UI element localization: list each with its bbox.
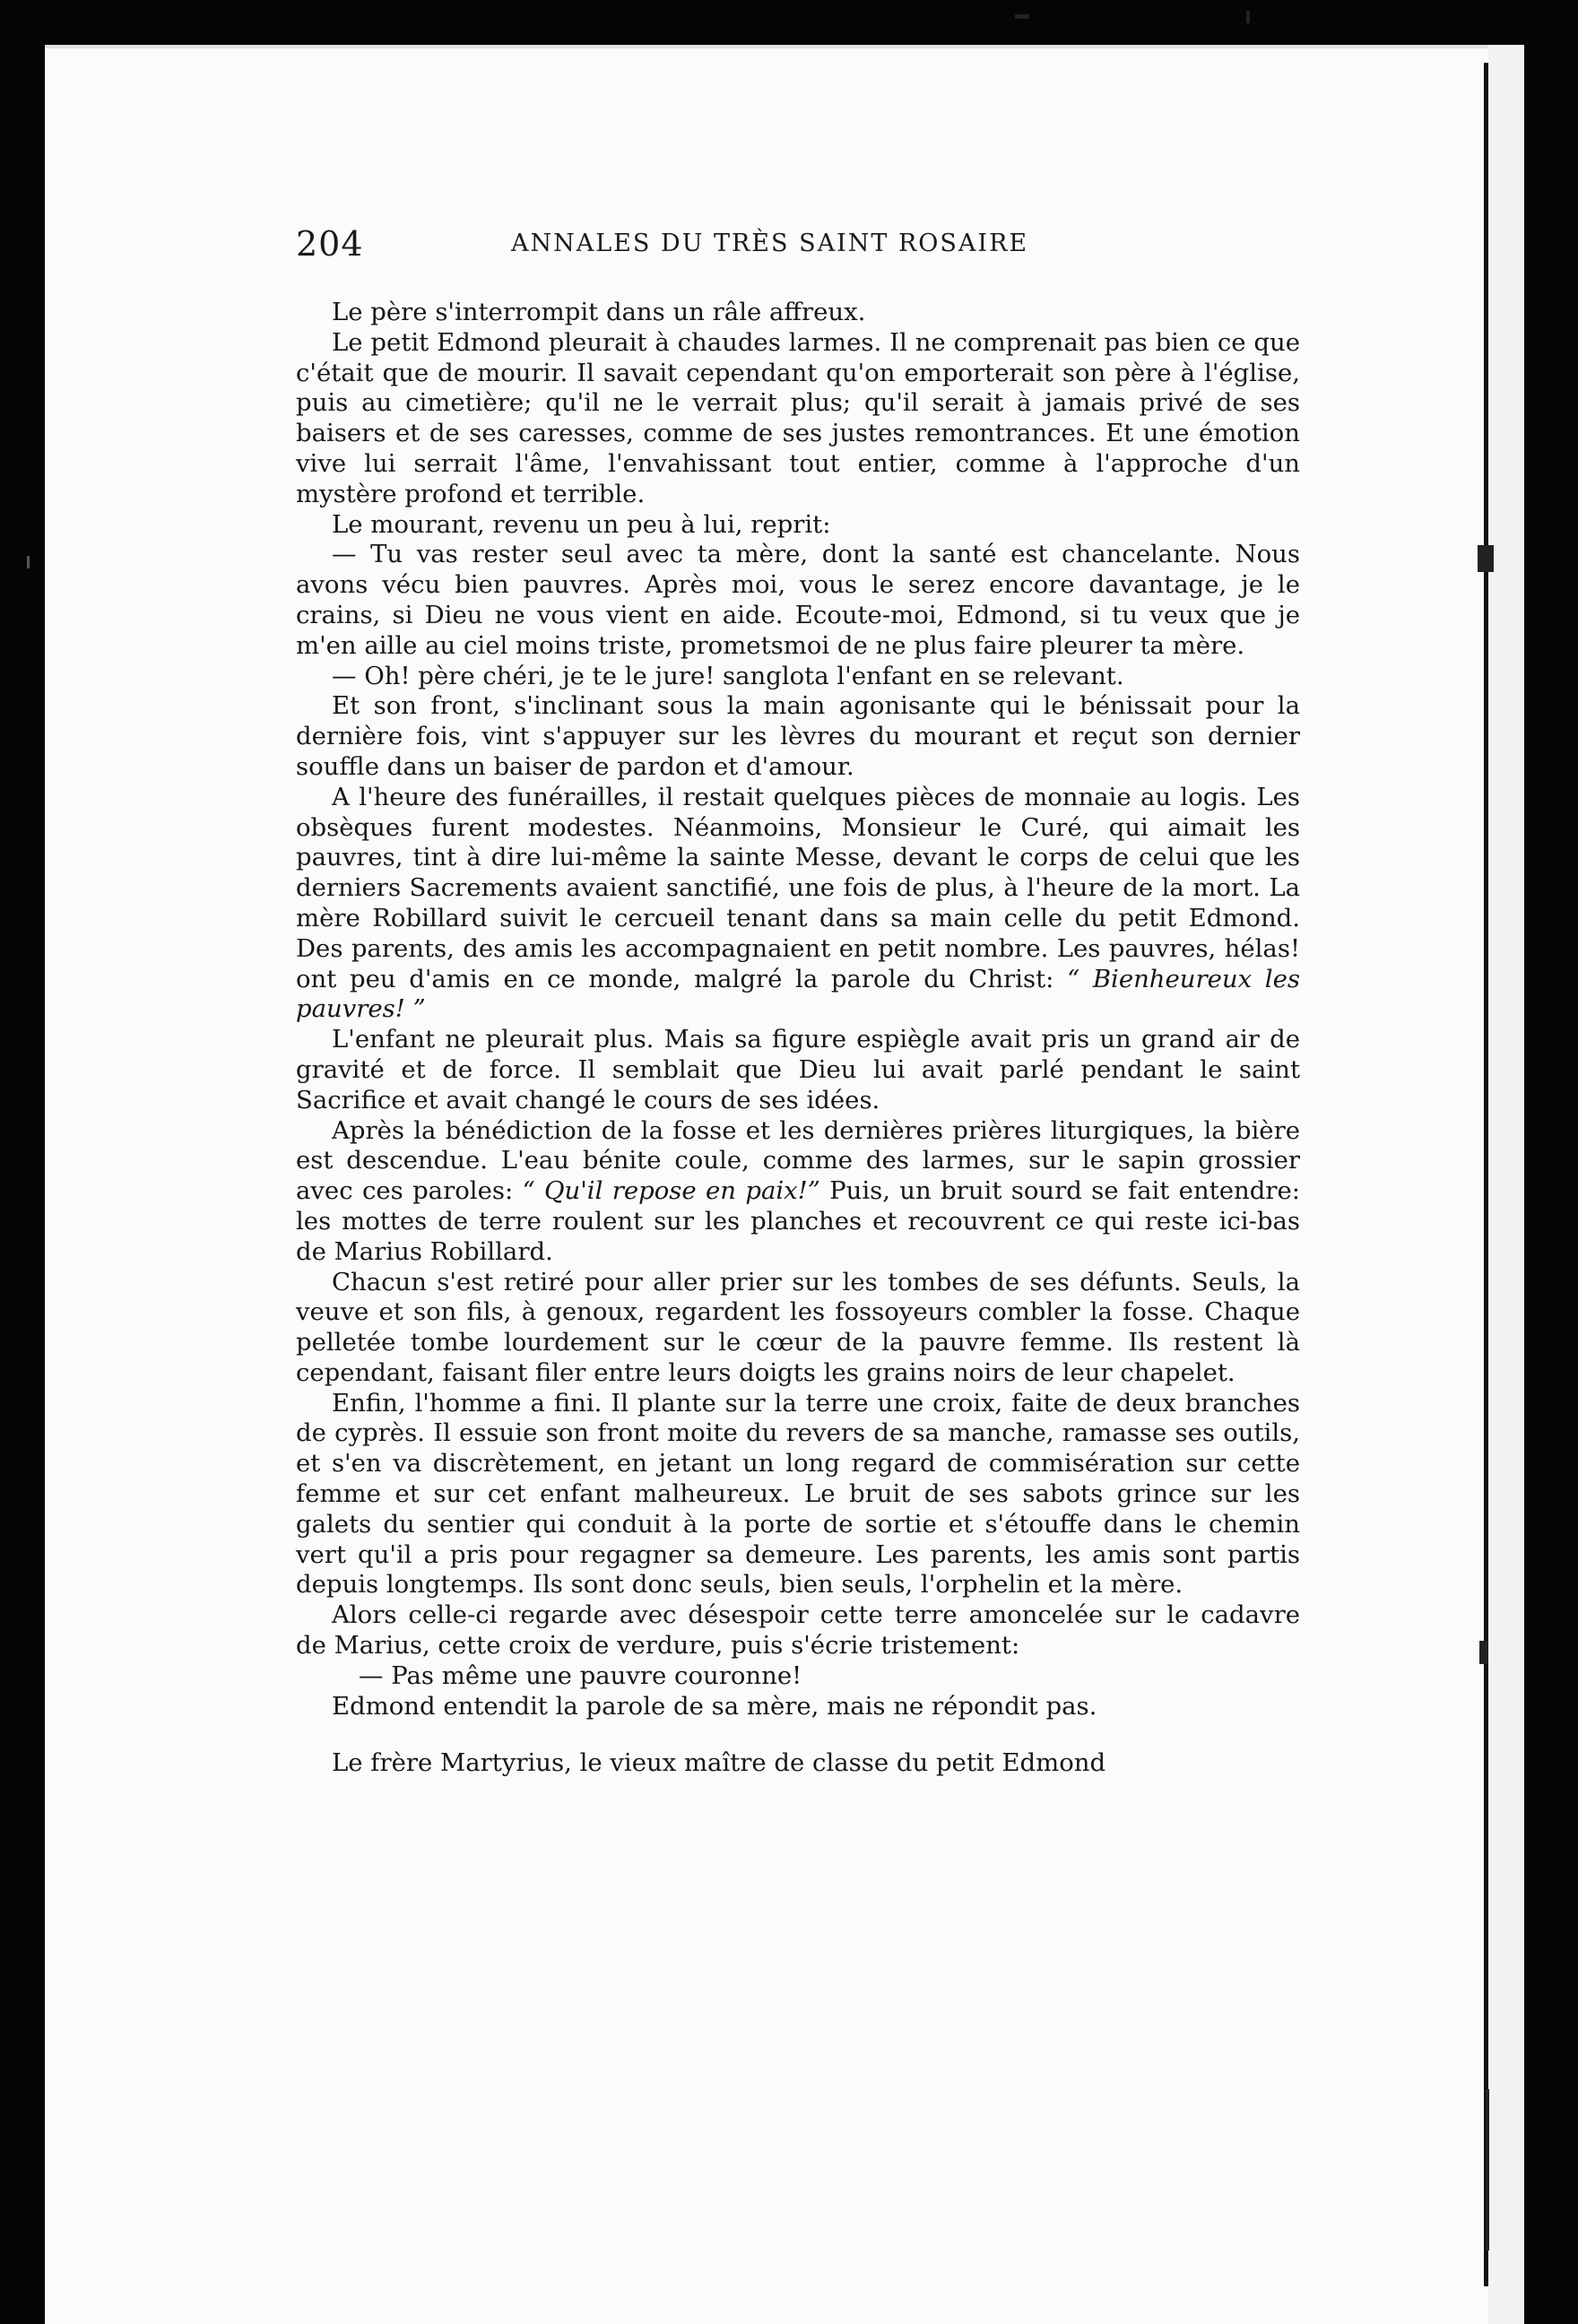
quotation: “ Qu'il repose en paix!” xyxy=(522,1176,820,1206)
scan-mark-top xyxy=(1015,14,1029,19)
paragraph xyxy=(296,1116,1300,1268)
paragraph: Et son front, s'inclinant sous la main agonisante qui le bénissait pour la dernière fois, vint s'appuyer sur les lèvres du mourant et reçut son dernier souffle dans un baiser de pardon et d'amour. xyxy=(296,691,1300,781)
paragraph-text: Puis, un bruit sourd se fait entendre: les mottes de terre roulent sur les planches et recouvrent ce qui reste ici-bas de Marius Robillard. xyxy=(296,1176,1300,1266)
paragraph: Alors celle-ci regarde avec désespoir cette terre amoncelée sur le cadavre de Marius, cette croix de verdure, puis s'écrie tristement: xyxy=(296,1600,1300,1661)
quotation: “ Bienheureux les pauvres! ” xyxy=(296,964,1300,1024)
dialogue-line: — Tu vas rester seul avec ta mère, dont la santé est chancelante. Nous avons vécu bien pauvres. Après moi, vous le serez encore davantage, je le crains, si Dieu ne vous vient en aide. Ecoute-moi, Edmond, si tu veux que je m'en aille au ciel moins triste, prometsmoi de ne plus faire pleurer ta mère. xyxy=(296,540,1300,660)
dialogue-line: — Oh! père chéri, je te le jure! sanglota l'enfant en se relevant. xyxy=(332,661,1124,690)
paragraph: Le mourant, revenu un peu à lui, reprit: xyxy=(332,509,831,539)
paragraph: Le petit Edmond pleurait à chaudes larmes. Il ne comprenait pas bien ce que c'était que de mourir. Il savait cependant qu'on emporterait son père à l'église, puis au cimetière; qu'il ne le verrait plus; qu'il serait à jamais privé de ses baisers et de ses caresses, comme de ses justes remontrances. Et une émotion vive lui serrait l'âme, l'envahissant tout entier, comme à l'approche d'un mystère profond et terrible. xyxy=(296,327,1300,508)
binding-tick-2 xyxy=(1479,1641,1488,1664)
dialogue-line: — Pas même une pauvre couronne! xyxy=(359,1661,802,1690)
page-header xyxy=(296,224,1300,269)
running-title: ANNALES DU TRÈS SAINT ROSAIRE xyxy=(511,230,1029,257)
paragraph: Le père s'interrompit dans un râle affreux. xyxy=(332,298,866,326)
paragraph: Chacun s'est retiré pour aller prier sur les tombes de ses défunts. Seuls, la veuve et son fils, à genoux, regardent les fossoyeurs combler la fosse. Chaque pelletée tombe lourdement sur le cœur de la pauvre femme. Ils restent là cependant, faisant filer entre leurs doigts les grains noirs de leur chapelet. xyxy=(296,1267,1300,1387)
paragraph-text: A l'heure des funérailles, il restait quelques pièces de monnaie au logis. Les obsèques furent modestes. Néanmoins, Monsieur le Curé, qui aimait les pauvres, tint à dire lui-même la sainte Messe, devant le corps de celui que les derniers Sacrements avaient sanctifié, une fois de plus, à l'heure de la mort. La mère Robillard suivit le cercueil tenant dans sa main celle du petit Edmond. Des parents, des amis les accompagnaient en petit nombre. Les pauvres, hélas! ont peu d'amis en ce monde, malgré la parole du Christ: xyxy=(296,782,1300,993)
paragraph xyxy=(296,783,1300,1025)
binding-bottom-notch xyxy=(1486,2089,1489,2250)
paragraph: Enfin, l'homme a fini. Il plante sur la terre une croix, faite de deux branches de cyprès. Il essuie son front moite du revers de sa manche, ramasse ses outils, et s'en va discrètement, en jetant un long regard de commisération sur cette femme et sur cet enfant malheureux. Le bruit de ses sabots grince sur les galets du sentier qui conduit à la porte de sortie et s'étouffe dans le chemin vert qu'il a pris pour regagner sa demeure. Les parents, les amis sont partis depuis longtemps. Ils sont donc seuls, bien seuls, l'orphelin et la mère. xyxy=(296,1388,1300,1600)
adjacent-page-strip xyxy=(1488,45,1524,2324)
binding-tick-1 xyxy=(1478,545,1494,572)
paragraph: Edmond entendit la parole de sa mère, mais ne répondit pas. xyxy=(332,1691,1097,1721)
paragraph-text: Après la bénédiction de la fosse et les dernières prières liturgiques, la bière est descendue. L'eau bénite coule, comme des larmes, sur le sapin grossier avec ces paroles: xyxy=(296,1115,1300,1206)
scan-mark-left xyxy=(27,556,30,568)
article-body xyxy=(296,298,1300,1779)
paragraph: Le frère Martyrius, le vieux maître de classe du petit Edmond xyxy=(332,1748,1106,1778)
page-number: 204 xyxy=(296,224,364,264)
scan-mark-top-right xyxy=(1246,11,1250,23)
paragraph: L'enfant ne pleurait plus. Mais sa figure espiègle avait pris un grand air de gravité et de force. Il semblait que Dieu lui avait parlé pendant le saint Sacrifice et avait changé le cours de ses idées. xyxy=(296,1025,1300,1114)
page-edge-line xyxy=(1484,63,1488,2286)
